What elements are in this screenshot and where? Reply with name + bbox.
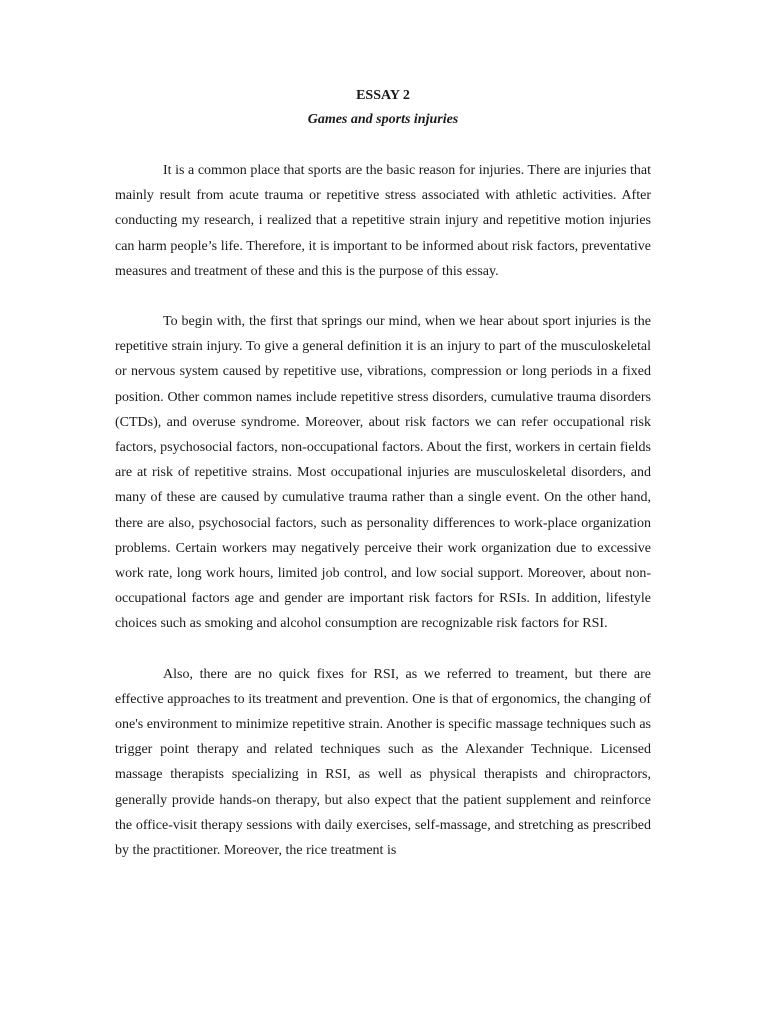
essay-subtitle: Games and sports injuries	[307, 112, 459, 127]
document-page	[115, 84, 651, 888]
paragraph-risk-factors: To begin with, the first that springs our mind, when we hear about sport injuries is the repetitive strain injury. To give a general definition it is an injury to part of the musculoskeletal or nervous system caused by repetitive use, vibrations, compression or long periods in a fixed position. Other common names include repetitive stress disorders, cumulative trauma disorders (CTDs), and overuse syndrome. Moreover, about risk factors we can refer occupational risk factors, psychosocial factors, non-occupational factors. About the first, workers in certain fields are at risk of repetitive strains. Most occupational injuries are musculoskeletal disorders, and many of these are caused by cumulative trauma rather than a single event. On the other hand, there are also, psychosocial factors, such as personality differences to work-place organization problems. Certain workers may negatively perceive their work organization due to excessive work rate, long work hours, limited job control, and low social support. Moreover, about non-occupational factors age and gender are important risk factors for RSIs. In addition, lifestyle choices such as smoking and alcohol consumption are recognizable risk factors for RSI.	[115, 314, 651, 632]
paragraph-intro: It is a common place that sports are the basic reason for injuries. There are injuries that mainly result from acute trauma or repetitive stress associated with athletic activities. After conducting my research, i realized that a repetitive strain injury and repetitive motion injuries can harm people’s life. Therefore, it is important to be informed about risk factors, preventative measures and treatment of these and this is the purpose of this essay.	[115, 163, 651, 279]
essay-title: ESSAY 2	[356, 88, 410, 103]
paragraph-treatment: Also, there are no quick fixes for RSI, as we referred to treament, but there are effective approaches to its treatment and prevention. One is that of ergonomics, the changing of one's environment to minimize repetitive strain. Another is specific massage techniques such as trigger point therapy and related techniques such as the Alexander Technique. Licensed massage therapists specializing in RSI, as well as physical therapists and chiropractors, generally provide hands-on therapy, but also expect that the patient supplement and reinforce the office-visit therapy sessions with daily exercises, self-massage, and stretching as prescribed by the practitioner. Moreover, the rice treatment is	[115, 666, 651, 859]
